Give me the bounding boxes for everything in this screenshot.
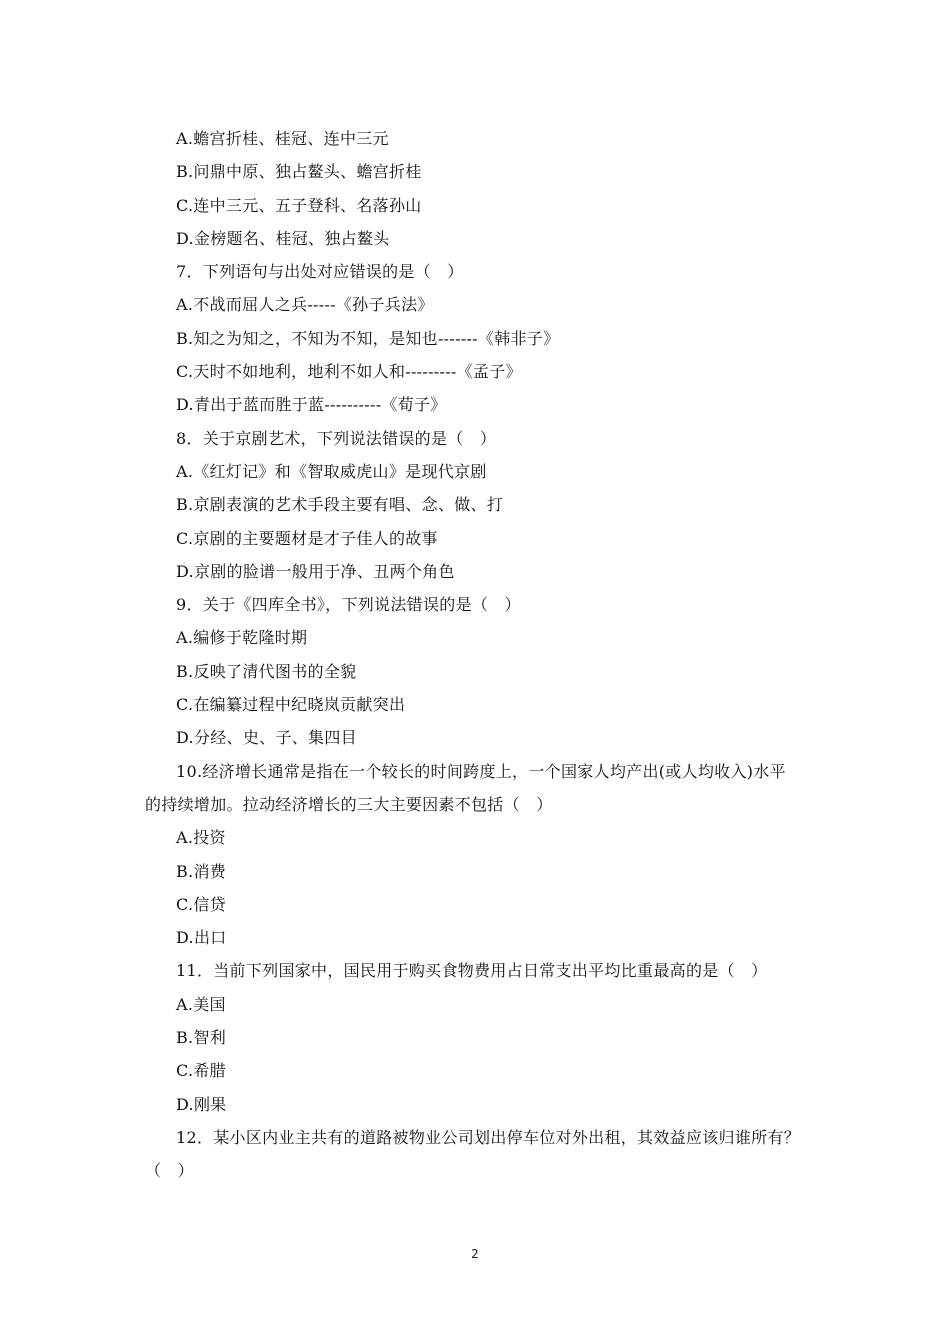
answer-option: C.京剧的主要题材是才子佳人的故事 <box>176 528 438 548</box>
answer-option: C.连中三元、五子登科、名落孙山 <box>176 195 422 215</box>
question-continuation: （ ） <box>145 1161 194 1181</box>
answer-option: A.编修于乾隆时期 <box>176 628 308 648</box>
question-text: 8．关于京剧艺术，下列说法错误的是（ ） <box>176 428 497 448</box>
answer-option: C.信贷 <box>176 894 226 914</box>
question-text: 11．当前下列国家中，国民用于购买食物费用占日常支出平均比重最高的是（ ） <box>176 961 768 981</box>
answer-option: A.蟾宫折桂、桂冠、连中三元 <box>176 129 389 148</box>
answer-option: A.《红灯记》和《智取威虎山》是现代京剧 <box>176 461 487 481</box>
answer-option: D.出口 <box>176 928 227 948</box>
answer-option: D.刚果 <box>176 1094 227 1114</box>
answer-option: A.投资 <box>176 828 226 848</box>
answer-option: C.希腊 <box>176 1061 226 1081</box>
answer-option: A.美国 <box>176 994 226 1014</box>
answer-option: C.在编纂过程中纪晓岚贡献突出 <box>176 695 406 715</box>
answer-option: B.消费 <box>176 861 227 881</box>
answer-option: B.问鼎中原、独占鳌头、蟾宫折桂 <box>176 162 422 182</box>
question-text: 10.经济增长通常是指在一个较长的时间跨度上，一个国家人均产出(或人均收入)水平 <box>176 761 786 781</box>
question-list <box>145 122 825 1188</box>
question-text: 9．关于《四库全书》，下列说法错误的是（ ） <box>176 595 521 615</box>
answer-option: D.金榜题名、桂冠、独占鳌头 <box>176 228 390 248</box>
answer-option: C.天时不如地利，地利不如人和---------《孟子》 <box>176 362 522 382</box>
question-continuation: 的持续增加。拉动经济增长的三大主要因素不包括（ ） <box>145 794 553 814</box>
answer-option: D.青出于蓝而胜于蓝----------《荀子》 <box>176 395 447 415</box>
answer-option: B.反映了清代图书的全貌 <box>176 661 357 681</box>
answer-option: B.知之为知之，不知为不知，是知也-------《韩非子》 <box>176 328 560 348</box>
answer-option: A.不战而屈人之兵-----《孙子兵法》 <box>176 295 434 315</box>
question-text: 7．下列语句与出处对应错误的是（ ） <box>176 262 464 282</box>
answer-option: B.智利 <box>176 1028 227 1048</box>
answer-option: D.分经、史、子、集四目 <box>176 728 357 748</box>
question-text: 12．某小区内业主共有的道路被物业公司划出停车位对外出租，其效益应该归谁所有？ <box>176 1127 801 1147</box>
answer-option: B.京剧表演的艺术手段主要有唱、念、做、打 <box>176 495 504 515</box>
answer-option: D.京剧的脸谱一般用于净、丑两个角色 <box>176 561 455 581</box>
page-number: 2 <box>471 1247 479 1261</box>
